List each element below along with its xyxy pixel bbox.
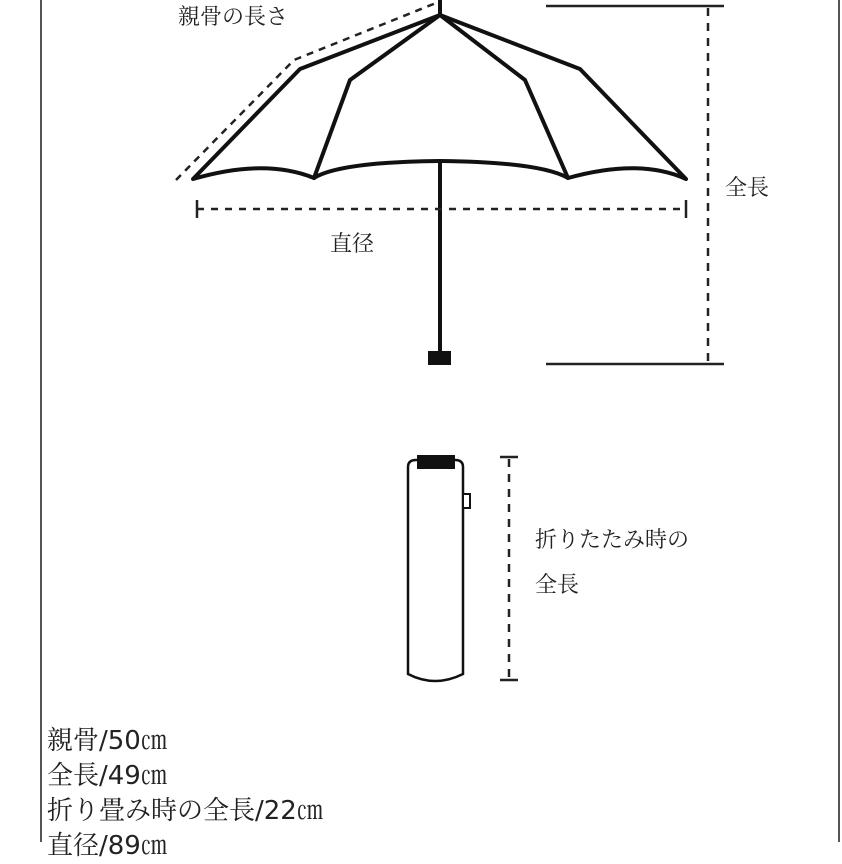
spec-rib: 親骨/50㎝ — [47, 726, 167, 756]
folded-length-label-line1: 折りたたみ時の — [535, 528, 690, 553]
folded-length-label-line2: 全長 — [535, 573, 580, 598]
spec-total-length: 全長/49㎝ — [47, 761, 167, 791]
total-length-label: 全長 — [725, 176, 770, 201]
diameter-label: 直径 — [330, 232, 375, 257]
spec-folded-length: 折り畳み時の全長/22㎝ — [47, 796, 323, 826]
folded-length-dimension — [500, 457, 518, 680]
spec-list — [47, 724, 323, 864]
folded-umbrella-body — [408, 460, 463, 681]
rib-length-label: 親骨の長さ — [178, 5, 289, 30]
spec-diameter: 直径/89㎝ — [47, 831, 167, 861]
folded-umbrella-strap — [463, 494, 470, 508]
umbrella-canopy-outline — [193, 15, 686, 179]
open-umbrella — [193, 15, 686, 179]
folded-umbrella — [408, 455, 470, 681]
umbrella-handle — [428, 351, 451, 365]
total-length-dimension — [546, 6, 724, 364]
folded-umbrella-cap — [417, 455, 455, 469]
